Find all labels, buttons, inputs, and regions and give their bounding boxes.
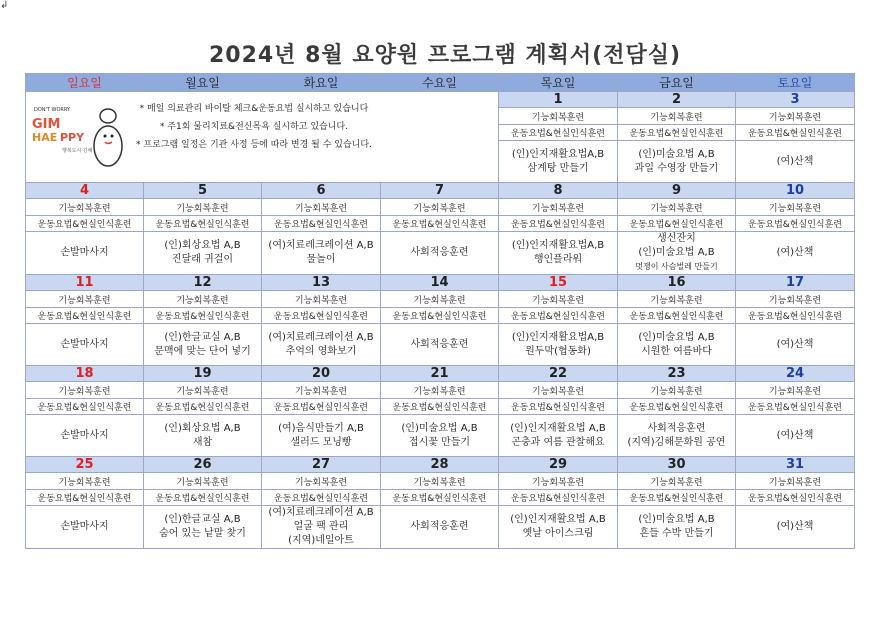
program-line-exercise: 운동요법&현실인식훈련 xyxy=(736,308,855,324)
program-text: 옛날 아이스크림 xyxy=(522,528,594,539)
program-line-rehab: 기능회복훈련 xyxy=(736,382,855,399)
program-cell xyxy=(499,415,618,457)
program-line-rehab: 기능회복훈련 xyxy=(26,382,144,399)
program-line-exercise: 운동요법&현실인식훈련 xyxy=(736,125,855,141)
program-text: 물놀이 xyxy=(306,254,336,265)
program-line-rehab: 기능회복훈련 xyxy=(262,473,381,490)
program-line-exercise: 운동요법&현실인식훈련 xyxy=(499,490,618,506)
day-number: 18 xyxy=(26,366,144,382)
program-cell xyxy=(262,506,381,549)
program-line-rehab: 기능회복훈련 xyxy=(381,199,499,216)
day-number: 17 xyxy=(736,275,855,291)
week-row xyxy=(26,199,855,216)
program-line-rehab: 기능회복훈련 xyxy=(26,291,144,308)
day-number: 21 xyxy=(381,366,499,382)
svg-text:DON'T WORRY: DON'T WORRY xyxy=(34,107,71,113)
program-cell xyxy=(499,506,618,549)
week-row xyxy=(26,232,855,275)
day-number: 1 xyxy=(499,92,618,108)
program-line-rehab: 기능회복훈련 xyxy=(618,291,736,308)
page-title: 2024년 8월 요양원 프로그램 계획서(전담실) xyxy=(208,43,682,68)
program-text: (인)인지재활요법 A,B xyxy=(510,422,606,434)
week-row xyxy=(26,399,855,415)
program-line-exercise: 운동요법&현실인식훈련 xyxy=(144,216,262,232)
program-line-rehab: 기능회복훈련 xyxy=(262,199,381,216)
program-text: 진달래 귀걸이 xyxy=(171,254,234,265)
day-number: 6 xyxy=(262,183,381,199)
program-text: (인)회상요법 A,B xyxy=(164,422,241,434)
program-line-exercise: 운동요법&현실인식훈련 xyxy=(26,490,144,506)
program-text: (여)산책 xyxy=(776,247,814,258)
program-text: (여)치료레크레이션 A,B xyxy=(268,240,374,251)
program-text: 생신잔치 xyxy=(657,233,696,244)
program-text: (여)치료레크레이션 A,B xyxy=(268,507,374,518)
svg-text:PPY: PPY xyxy=(60,131,85,144)
program-line-exercise: 운동요법&현실인식훈련 xyxy=(26,308,144,324)
program-cell xyxy=(262,415,381,457)
program-text: (인)미술요법 A,B xyxy=(638,247,715,258)
program-line-exercise: 운동요법&현실인식훈련 xyxy=(262,308,381,324)
program-text: 사회적응훈련 xyxy=(410,247,469,258)
program-text: (여)산책 xyxy=(776,429,814,441)
program-text: 행인플라워 xyxy=(533,254,583,265)
program-line-rehab: 기능회복훈련 xyxy=(618,199,736,216)
day-number: 7 xyxy=(381,183,499,199)
program-line-rehab: 기능회복훈련 xyxy=(144,291,262,308)
program-text: 새참 xyxy=(192,436,213,448)
program-line-exercise: 운동요법&현실인식훈련 xyxy=(381,308,499,324)
program-cell xyxy=(262,324,381,366)
note-line: * 프로그램 일정은 기관 사정 등에 따라 변경 될 수 있습니다. xyxy=(136,140,372,150)
svg-text:행복도시 김해: 행복도시 김해 xyxy=(62,148,93,154)
program-line-exercise: 운동요법&현실인식훈련 xyxy=(26,399,144,415)
weekday-fri: 금요일 xyxy=(618,74,736,92)
week-row xyxy=(26,216,855,232)
program-text: (지역)네일아트 xyxy=(288,535,354,546)
program-text: 곤충과 여름 관찰해요 xyxy=(511,436,605,448)
day-number: 16 xyxy=(618,275,736,291)
program-line-exercise: 운동요법&현실인식훈련 xyxy=(381,490,499,506)
program-line-exercise: 운동요법&현실인식훈련 xyxy=(499,125,618,141)
program-line-rehab: 기능회복훈련 xyxy=(262,291,381,308)
calendar-table xyxy=(25,73,855,549)
week-row xyxy=(26,457,855,473)
day-number: 14 xyxy=(381,275,499,291)
program-text: (인)한글교실 A,B xyxy=(164,514,241,525)
program-text: 흔들 수박 만들기 xyxy=(639,528,714,539)
program-text: 사회적응훈련 xyxy=(410,521,469,532)
program-line-exercise: 운동요법&현실인식훈련 xyxy=(499,308,618,324)
day-number: 12 xyxy=(144,275,262,291)
program-text: 삼계탕 만들기 xyxy=(527,162,589,174)
program-text: 샐러드 모닝빵 xyxy=(290,436,352,448)
program-line-exercise: 운동요법&현실인식훈련 xyxy=(499,216,618,232)
weekday-sat: 토요일 xyxy=(736,74,855,92)
program-line-rehab: 기능회복훈련 xyxy=(144,473,262,490)
program-line-exercise: 운동요법&현실인식훈련 xyxy=(618,490,736,506)
program-line-exercise: 운동요법&현실인식훈련 xyxy=(381,399,499,415)
program-cell xyxy=(26,232,144,275)
day-number: 28 xyxy=(381,457,499,473)
program-line-rehab: 기능회복훈련 xyxy=(618,108,736,125)
week-row xyxy=(26,308,855,324)
weekday-tue: 화요일 xyxy=(262,74,381,92)
day-number: 26 xyxy=(144,457,262,473)
program-text: 접시꽃 만들기 xyxy=(408,436,471,448)
day-number: 2 xyxy=(618,92,736,108)
weekday-sun: 일요일 xyxy=(26,74,144,92)
day-number: 10 xyxy=(736,183,855,199)
program-cell xyxy=(618,506,736,549)
program-text: (인)미술요법 A,B xyxy=(638,148,715,160)
program-text: (인)인지재활요법A,B xyxy=(511,148,605,160)
note-line: * 매일 의료관리 바이탈 체크&운동요법 실시하고 있습니다 xyxy=(139,104,369,114)
program-text: 사회적응훈련 xyxy=(410,338,469,350)
program-text: 과일 수영장 만들기 xyxy=(634,162,719,174)
program-line-rehab: 기능회복훈련 xyxy=(499,108,618,125)
program-line-rehab: 기능회복훈련 xyxy=(381,382,499,399)
week-row xyxy=(26,324,855,366)
program-line-exercise: 운동요법&현실인식훈련 xyxy=(262,490,381,506)
program-line-rehab: 기능회복훈련 xyxy=(736,473,855,490)
program-text: 원두막(협동화) xyxy=(525,345,591,357)
scan-mark: ↲ xyxy=(0,0,9,11)
day-number: 13 xyxy=(262,275,381,291)
program-cell xyxy=(618,232,736,275)
program-line-exercise: 운동요법&현실인식훈련 xyxy=(736,399,855,415)
day-number: 8 xyxy=(499,183,618,199)
program-text: 문맥에 맞는 단어 넣기 xyxy=(154,345,251,357)
svg-text:GIM: GIM xyxy=(32,117,61,132)
day-number: 11 xyxy=(26,275,144,291)
day-number: 24 xyxy=(736,366,855,382)
program-cell xyxy=(736,141,855,183)
program-line-rehab: 기능회복훈련 xyxy=(381,473,499,490)
day-number: 9 xyxy=(618,183,736,199)
week-row xyxy=(26,506,855,549)
program-text: (여)산책 xyxy=(776,338,814,350)
program-cell xyxy=(26,324,144,366)
day-number: 25 xyxy=(26,457,144,473)
program-cell xyxy=(736,232,855,275)
info-box xyxy=(26,92,499,183)
program-text: (인)한글교실 A,B xyxy=(164,331,241,343)
program-text: 사회적응훈련 xyxy=(647,422,706,434)
week-row xyxy=(26,183,855,199)
gimhaeppy-logo xyxy=(30,98,125,168)
program-cell xyxy=(499,141,618,183)
weekday-thu: 목요일 xyxy=(499,74,618,92)
program-line-rehab: 기능회복훈련 xyxy=(618,473,736,490)
program-cell xyxy=(144,232,262,275)
week-row xyxy=(26,366,855,382)
program-line-exercise: 운동요법&현실인식훈련 xyxy=(26,216,144,232)
program-line-rehab: 기능회복훈련 xyxy=(144,382,262,399)
program-line-rehab: 기능회복훈련 xyxy=(736,291,855,308)
program-line-rehab: 기능회복훈련 xyxy=(262,382,381,399)
program-text: 손발마사지 xyxy=(60,429,109,441)
program-line-exercise: 운동요법&현실인식훈련 xyxy=(262,399,381,415)
program-text: (여)치료레크레이션 A,B xyxy=(268,331,374,343)
program-line-exercise: 운동요법&현실인식훈련 xyxy=(499,399,618,415)
program-line-rehab: 기능회복훈련 xyxy=(736,108,855,125)
day-number: 5 xyxy=(144,183,262,199)
day-number: 19 xyxy=(144,366,262,382)
program-text: 손발마사지 xyxy=(60,338,109,350)
day-number: 15 xyxy=(499,275,618,291)
program-line-exercise: 운동요법&현실인식훈련 xyxy=(618,125,736,141)
day-number: 27 xyxy=(262,457,381,473)
program-line-exercise: 운동요법&현실인식훈련 xyxy=(736,490,855,506)
program-text: (인)인지재활요법A,B xyxy=(511,240,605,251)
program-cell xyxy=(381,232,499,275)
program-text: (여)산책 xyxy=(776,155,814,167)
program-line-rehab: 기능회복훈련 xyxy=(499,473,618,490)
program-text: 손발마사지 xyxy=(60,521,109,532)
day-number: 22 xyxy=(499,366,618,382)
program-line-exercise: 운동요법&현실인식훈련 xyxy=(736,216,855,232)
program-line-exercise: 운동요법&현실인식훈련 xyxy=(381,216,499,232)
program-line-exercise: 운동요법&현실인식훈련 xyxy=(618,399,736,415)
note-line: * 주1회 물리치료&전신목욕 실시하고 있습니다. xyxy=(159,122,348,132)
program-cell xyxy=(381,415,499,457)
program-line-rehab: 기능회복훈련 xyxy=(736,199,855,216)
program-cell xyxy=(144,324,262,366)
week-row xyxy=(26,92,855,108)
program-cell xyxy=(381,324,499,366)
week-row xyxy=(26,490,855,506)
week-row xyxy=(26,275,855,291)
program-line-exercise: 운동요법&현실인식훈련 xyxy=(144,308,262,324)
program-text: 추억의 영화보기 xyxy=(285,345,357,357)
day-number: 31 xyxy=(736,457,855,473)
program-text: 시원한 여름바다 xyxy=(641,345,712,357)
program-cell xyxy=(262,232,381,275)
weekday-header-row xyxy=(26,74,855,92)
week-row xyxy=(26,382,855,399)
day-number: 29 xyxy=(499,457,618,473)
program-text: (인)인지재활요법 A,B xyxy=(510,514,606,525)
day-number: 20 xyxy=(262,366,381,382)
day-number: 30 xyxy=(618,457,736,473)
program-line-exercise: 운동요법&현실인식훈련 xyxy=(144,490,262,506)
program-cell xyxy=(381,506,499,549)
program-cell xyxy=(26,415,144,457)
program-text: (지역)김해문화원 공연 xyxy=(627,436,726,448)
program-text: (인)미술요법 A,B xyxy=(638,331,715,343)
program-line-exercise: 운동요법&현실인식훈련 xyxy=(144,399,262,415)
program-line-rehab: 기능회복훈련 xyxy=(381,291,499,308)
program-text: 숨어 있는 낱말 찾기 xyxy=(159,528,246,539)
program-line-exercise: 운동요법&현실인식훈련 xyxy=(618,308,736,324)
svg-text:HAE: HAE xyxy=(32,131,58,144)
program-line-rehab: 기능회복훈련 xyxy=(499,199,618,216)
program-line-exercise: 운동요법&현실인식훈련 xyxy=(618,216,736,232)
program-text: (인)미술요법 A,B xyxy=(401,422,478,434)
program-cell xyxy=(499,232,618,275)
notes-list xyxy=(136,100,372,154)
program-text: (여)산책 xyxy=(776,521,814,532)
program-line-rehab: 기능회복훈련 xyxy=(26,199,144,216)
weekday-mon: 월요일 xyxy=(144,74,262,92)
week-row xyxy=(26,473,855,490)
program-cell xyxy=(618,415,736,457)
program-cell xyxy=(618,324,736,366)
program-text: (인)회상요법 A,B xyxy=(164,240,241,251)
weekday-wed: 수요일 xyxy=(381,74,499,92)
program-cell xyxy=(618,141,736,183)
program-text: (인)미술요법 A,B xyxy=(638,514,715,525)
program-cell xyxy=(26,506,144,549)
week-row xyxy=(26,415,855,457)
program-line-exercise: 운동요법&현실인식훈련 xyxy=(262,216,381,232)
program-cell xyxy=(736,324,855,366)
day-number: 23 xyxy=(618,366,736,382)
day-number: 4 xyxy=(26,183,144,199)
program-line-rehab: 기능회복훈련 xyxy=(499,291,618,308)
program-line-rehab: 기능회복훈련 xyxy=(499,382,618,399)
day-number: 3 xyxy=(736,92,855,108)
program-cell xyxy=(144,506,262,549)
program-text: 멋쟁이 사슴벌레 만들기 xyxy=(635,262,718,271)
week-row xyxy=(26,291,855,308)
program-line-rehab: 기능회복훈련 xyxy=(618,382,736,399)
program-cell xyxy=(144,415,262,457)
program-line-rehab: 기능회복훈련 xyxy=(144,199,262,216)
program-text: (인)인지재활요법A,B xyxy=(511,331,605,343)
program-cell xyxy=(736,506,855,549)
program-text: 얼굴 팩 관리 xyxy=(293,521,349,532)
program-line-rehab: 기능회복훈련 xyxy=(26,473,144,490)
program-cell xyxy=(499,324,618,366)
program-cell xyxy=(736,415,855,457)
program-text: 손발마사지 xyxy=(60,247,109,258)
program-text: (여)음식만들기 A,B xyxy=(278,422,364,434)
